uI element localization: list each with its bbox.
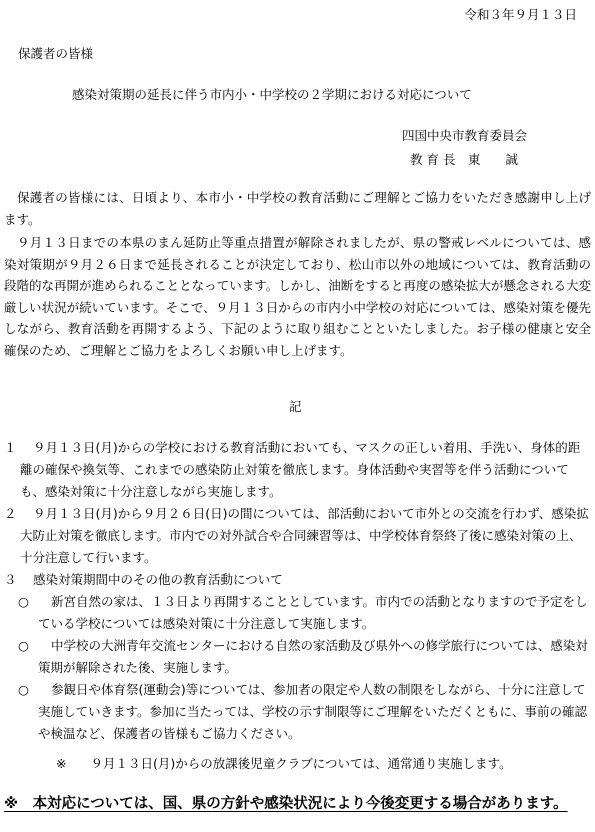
situation-paragraph: ９月１３日までの本県のまん延防止等重点措置が解除されましたが、県の警戒レベルについては、感染対策期が９月２６日まで延長されることが決定しており、松山市以外の地域については、教育活動の段階的な再開が進められることとなっています。しかし、油断をすると再度の感染拡大が懸念される大変厳しい状況が続いています。そこで、９月１３日からの市内小中学校の対応については、感染対策を優先しながら、教育活動を再開するよう、下記のように取り組むことといたしました。お子様の健康と安全確保のため、ご理解とご協力をよろしくお願い申し上げます。: [4, 235, 591, 358]
item-number: ２: [4, 506, 17, 521]
document-title: 感染対策期の延長に伴う市内小・中学校の２学期における対応について: [72, 87, 472, 102]
bullet-icon: ○: [18, 682, 29, 697]
bullet-icon: ○: [18, 594, 29, 609]
ki-heading: 記: [289, 399, 302, 414]
addressee: 保護者の皆様: [18, 46, 94, 61]
list-item-2: [4, 503, 591, 569]
item-text: ９月１３日(月)から９月２６日(日)の間については、部活動において市外との交流を行わず、感染拡大防止対策を徹底します。市内での対外試合や合同練習等は、中学校体育祭終了後に感染対策の上、十分注意して行います。: [20, 506, 589, 565]
list-item-3: [4, 569, 591, 591]
issuer-organization: 四国中央市教育委員会: [402, 128, 528, 143]
note-text: ９月１３日(月)からの放課後児童クラブについては、通常通り実施します。: [90, 756, 512, 771]
item-text: 感染対策期間中のその他の教育活動について: [33, 572, 283, 587]
sub-item-text: 参観日や体育祭(運動会)等については、参加者の限定や人数の制限をしながら、十分に注意して実施していきます。参加に当たっては、学校の示す制限等にご理解をいただくともに、事前の確認や検温など、保護者の皆様もご協力ください。: [38, 682, 588, 741]
sub-item-2: [18, 635, 590, 679]
sub-item-text: 新宮自然の家は、１３日より再開することとしています。市内での活動となりますので予定をしている学校については感染対策に十分注意して実施します。: [38, 594, 588, 631]
list-item-1: [4, 437, 591, 503]
document-date: 令和３年９月１３日: [464, 7, 577, 22]
note: [56, 754, 512, 772]
sub-item-1: [18, 591, 590, 635]
item-text: ９月１３日(月)からの学校における教育活動においても、マスクの正しい着用、手洗い、身体的距離の確保や換気等、これまでの感染防止対策を徹底します。身体活動や実習等を伴う活動についても、感染対策に十分注意しながら実施します。: [20, 440, 581, 499]
final-notice: ※ 本対応については、国、県の方針や感染状況により今後変更する場合があります。: [4, 796, 568, 812]
item-number: ３: [4, 572, 17, 587]
issuer-person: 教 育 長 東 誠: [410, 152, 518, 167]
sub-item-3: [18, 679, 590, 745]
note-mark: ※: [56, 756, 67, 771]
bullet-icon: ○: [18, 638, 29, 653]
sub-item-text: 中学校の大洲青年交流センターにおける自然の家活動及び県外への修学旅行については、感染対策期が解除された後、実施します。: [38, 638, 588, 675]
greeting-paragraph: 保護者の皆様には、日頃より、本市小・中学校の教育活動にご理解とご協力をいただき感謝申し上げます。: [4, 190, 591, 227]
item-number: １: [4, 440, 17, 455]
